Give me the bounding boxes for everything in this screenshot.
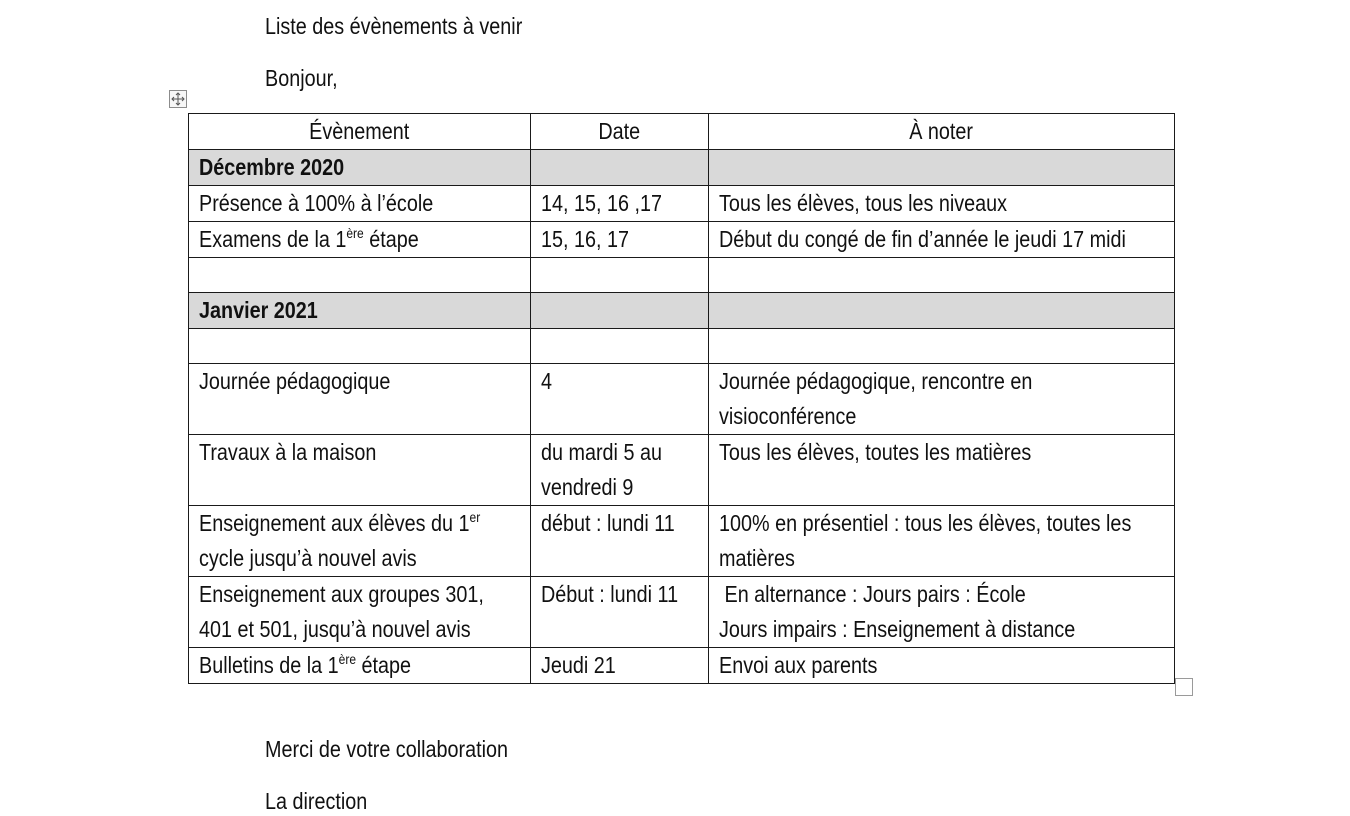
note-cell: Envoi aux parents bbox=[709, 648, 1175, 684]
date-cell: début : lundi 11 bbox=[531, 506, 709, 577]
date-cell: 14, 15, 16 ,17 bbox=[531, 186, 709, 222]
empty-row bbox=[189, 258, 1175, 293]
header-event: Évènement bbox=[189, 114, 531, 150]
signature-text: La direction bbox=[265, 788, 368, 814]
note-cell: Tous les élèves, tous les niveaux bbox=[709, 186, 1175, 222]
date-cell: 4 bbox=[531, 364, 709, 435]
table-row bbox=[189, 648, 1175, 684]
month-row-december bbox=[189, 150, 1175, 186]
empty-cell bbox=[531, 293, 709, 329]
table-row bbox=[189, 435, 1175, 506]
note-cell: Journée pédagogique, rencontre en visioconférence bbox=[709, 364, 1175, 435]
note-cell: En alternance : Jours pairs : École Jours impairs : Enseignement à distance bbox=[709, 577, 1175, 648]
table-row bbox=[189, 222, 1175, 258]
header-date: Date bbox=[531, 114, 709, 150]
empty-cell bbox=[531, 150, 709, 186]
empty-cell bbox=[189, 258, 531, 293]
greeting-text: Bonjour, bbox=[265, 65, 338, 91]
closing-text: Merci de votre collaboration bbox=[265, 736, 508, 762]
event-cell: Enseignement aux groupes 301, 401 et 501, jusqu’à nouvel avis bbox=[189, 577, 531, 648]
empty-cell bbox=[709, 329, 1175, 364]
empty-cell bbox=[709, 258, 1175, 293]
month-label: Décembre 2020 bbox=[189, 150, 531, 186]
month-label: Janvier 2021 bbox=[189, 293, 531, 329]
empty-cell bbox=[531, 329, 709, 364]
empty-cell bbox=[709, 150, 1175, 186]
note-cell: 100% en présentiel : tous les élèves, toutes les matières bbox=[709, 506, 1175, 577]
events-table bbox=[188, 113, 1175, 684]
table-row bbox=[189, 186, 1175, 222]
table-row bbox=[189, 506, 1175, 577]
date-cell: du mardi 5 au vendredi 9 bbox=[531, 435, 709, 506]
empty-cell bbox=[709, 293, 1175, 329]
table-row bbox=[189, 364, 1175, 435]
document-title: Liste des évènements à venir bbox=[265, 13, 523, 39]
table-move-handle-icon[interactable] bbox=[169, 90, 187, 108]
empty-cell bbox=[189, 329, 531, 364]
date-cell: 15, 16, 17 bbox=[531, 222, 709, 258]
event-cell: Enseignement aux élèves du 1er cycle jusqu’à nouvel avis bbox=[189, 506, 531, 577]
event-cell: Travaux à la maison bbox=[189, 435, 531, 506]
event-cell: Examens de la 1ère étape bbox=[189, 222, 531, 258]
date-cell: Jeudi 21 bbox=[531, 648, 709, 684]
table-row bbox=[189, 577, 1175, 648]
date-cell: Début : lundi 11 bbox=[531, 577, 709, 648]
table-header-row bbox=[189, 114, 1175, 150]
empty-row bbox=[189, 329, 1175, 364]
note-cell: Tous les élèves, toutes les matières bbox=[709, 435, 1175, 506]
empty-cell bbox=[531, 258, 709, 293]
month-row-january bbox=[189, 293, 1175, 329]
event-cell: Bulletins de la 1ère étape bbox=[189, 648, 531, 684]
event-cell: Journée pédagogique bbox=[189, 364, 531, 435]
note-cell: Début du congé de fin d’année le jeudi 17 midi bbox=[709, 222, 1175, 258]
table-resize-handle-icon[interactable] bbox=[1175, 678, 1193, 696]
event-cell: Présence à 100% à l’école bbox=[189, 186, 531, 222]
header-note: À noter bbox=[709, 114, 1175, 150]
